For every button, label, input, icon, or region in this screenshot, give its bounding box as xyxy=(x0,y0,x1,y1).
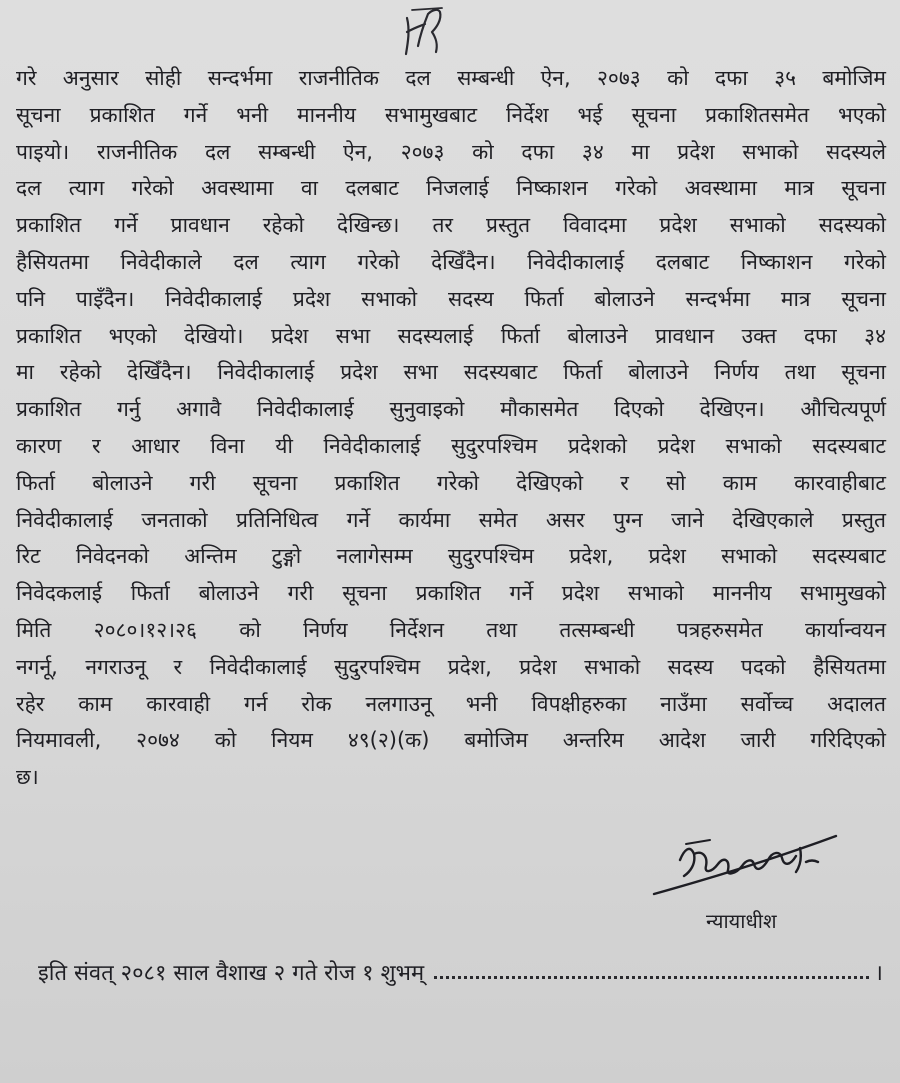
text-line-final: छ। xyxy=(16,765,39,790)
text-line: सूचना प्रकाशित गर्ने भनी माननीय सभामुखबाट निर्देश भई सूचना प्रकाशितसमेत भएको xyxy=(16,102,886,127)
text-line: निवेदकलाई फिर्ता बोलाउने गरी सूचना प्रकाशित गर्ने प्रदेश सभाको माननीय सभामुखको xyxy=(16,581,886,606)
text-line: मा रहेको देखिँदैन। निवेदीकालाई प्रदेश सभा सदस्यबाट फिर्ता बोलाउने निर्णय तथा सूचना xyxy=(16,360,886,385)
judge-title: न्यायाधीश xyxy=(706,909,777,933)
text-line: रहेर काम कारवाही गर्न रोक नलगाउनू भनी विपक्षीहरुका नाउँमा सर्वोच्च अदालत xyxy=(16,691,886,716)
text-line: मिति २०८०।१२।२६ को निर्णय निर्देशन तथा तत्सम्बन्धी पत्रहरुसमेत कार्यान्वयन xyxy=(16,617,886,642)
text-line: हैसियतमा निवेदीकाले दल त्याग गरेको देखिँदैन। निवेदीकालाई दलबाट निष्काशन गरेको xyxy=(16,249,886,274)
text-line: प्रकाशित भएको देखियो। प्रदेश सभा सदस्यलाई फिर्ता बोलाउने प्रावधान उक्त दफा ३४ xyxy=(16,323,886,348)
closing-danda: । xyxy=(874,961,883,986)
text-line: पनि पाइँदैन। निवेदीकालाई प्रदेश सभाको सदस्य फिर्ता बोलाउने सन्दर्भमा मात्र सूचना xyxy=(16,286,886,311)
order-body-text xyxy=(16,60,886,796)
text-line: दल त्याग गरेको अवस्थामा वा दलबाट निजलाई निष्काशन गरेको अवस्थामा मात्र सूचना xyxy=(16,176,886,201)
text-line: कारण र आधार विना यी निवेदीकालाई सुदुरपश्चिम प्रदेशको प्रदेश सभाको सदस्यबाट xyxy=(16,433,886,458)
closing-footer xyxy=(38,952,883,992)
text-line: पाइयो। राजनीतिक दल सम्बन्धी ऐन, २०७३ को दफा ३४ मा प्रदेश सभाको सदस्यले xyxy=(16,139,886,164)
text-line: फिर्ता बोलाउने गरी सूचना प्रकाशित गरेको देखिएको र सो काम कारवाहीबाट xyxy=(16,470,886,495)
judge-signature xyxy=(650,820,840,900)
text-line: निवेदीकालाई जनताको प्रतिनिधित्व गर्ने कार्यमा समेत असर पुग्न जाने देखिएकाले प्रस्तुत xyxy=(16,507,886,532)
text-line: रिट निवेदनको अन्तिम टुङ्गो नलागेसम्म सुदुरपश्चिम प्रदेश, प्रदेश सभाको सदस्यबाट xyxy=(16,544,886,569)
closing-date-line: इति संवत् २०८१ साल वैशाख २ गते रोज १ शुभम् xyxy=(38,961,425,986)
initials-signature-top xyxy=(398,2,446,60)
text-line: नियमावली, २०७४ को नियम ४९(२)(क) बमोजिम अन्तरिम आदेश जारी गरिदिएको xyxy=(16,728,886,753)
dotted-leader xyxy=(434,976,868,979)
text-line: प्रकाशित गर्नु अगावै निवेदीकालाई सुनुवाइको मौकासमेत दिएको देखिएन। औचित्यपूर्ण xyxy=(16,397,886,422)
text-line: गरे अनुसार सोही सन्दर्भमा राजनीतिक दल सम्बन्धी ऐन, २०७३ को दफा ३५ बमोजिम xyxy=(16,66,886,90)
text-line: नगर्नू, नगराउनू र निवेदीकालाई सुदुरपश्चिम प्रदेश, प्रदेश सभाको सदस्य पदको हैसियतमा xyxy=(16,654,886,679)
text-line: प्रकाशित गर्ने प्रावधान रहेको देखिन्छ। तर प्रस्तुत विवादमा प्रदेश सभाको सदस्यको xyxy=(16,213,886,238)
